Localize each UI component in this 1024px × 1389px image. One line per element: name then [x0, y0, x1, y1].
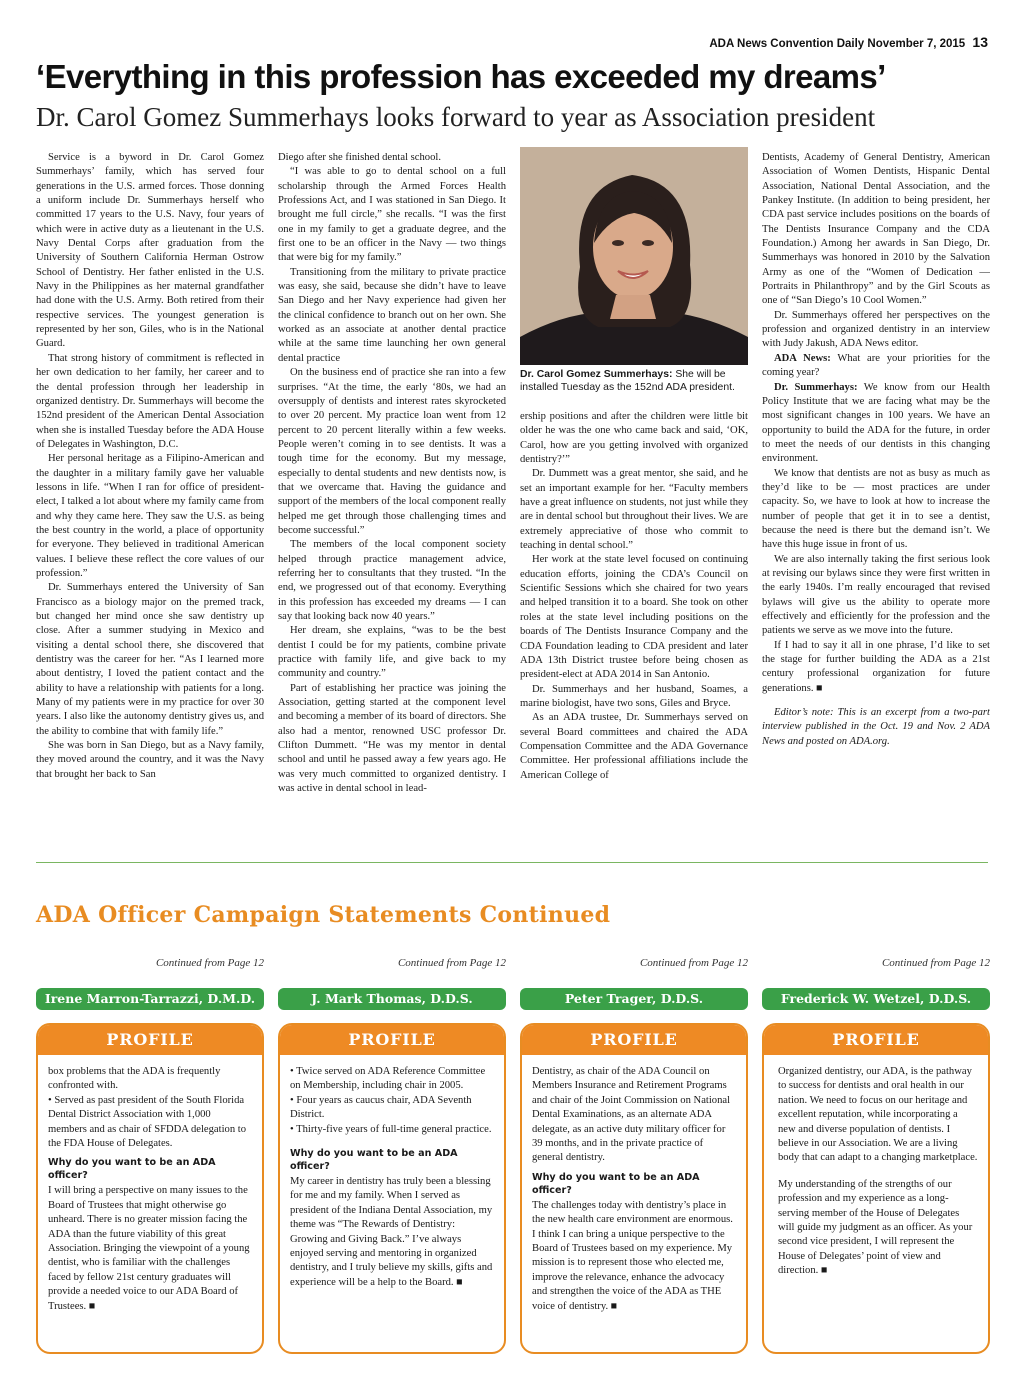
paragraph: Dr. Summerhays entered the University of San Francisco as a biology major on the premed track, but changed her mind once she saw dentistry up close. After a summer studying in Mexico and visiting a dental school there, she discovered that dentistry was the career for her. “As I learned more about dentistry, I loved the patient contact and the ability to have a relationship with patients for a long. Many of my patients were in my practice for over 30 years. I also like the autonomy dentistry gives us, and the ability to combine that with family life.” [36, 582, 264, 737]
profile-text: Dentistry, as chair of the ADA Council on Members Insurance and Retirement Programs and chair of the Joint Commission on National Dental Examinations, as an alternate ADA delegate, as an active duty military officer for 39 months, and in the private practice of general dentistry. [532, 1066, 731, 1164]
interview-answer [762, 381, 990, 467]
paragraph: Dr. Summerhays offered her perspectives on the profession and organized dentistry in an interview with Judy Jakush, ADA News editor. [762, 309, 990, 350]
portrait-photo [520, 147, 748, 365]
paragraph: That strong history of commitment is reflected in her own dedication to her family, her career and to the dental profession through her leadership in organized dentistry. Dr. Summerhays will become the 152nd president of the American Dental Association when she is installed Tuesday before the ADA House of Delegates in Washington, D.C. [36, 352, 264, 450]
candidate-name-bar: Peter Trager, D.D.S. [520, 988, 748, 1010]
paragraph: Dentists, Academy of General Dentistry, American Association of Women Dentists, Hispanic Dental Association, National Dental Association, and the Pankey Institute. (In addition to being president, her CDA past service includes positions on the boards of The Dentists Insurance Company and the CDA Foundation.) Among her awards in San Diego, Dr. Summerhays was honored in 2010 by the Salvation Army as one of the “Women of Dedication — Portraits in Philanthropy” and by the Girl Scouts as one of “San Diego’s 10 Cool Women.” [762, 152, 990, 307]
profile-answer: I will bring a perspective on many issues to the Board of Trustees that might otherwise go unheard. There is no greater mission facing the ADA than the future viability of this great Association. Bringing the viewpoint of a young dentist, who is familiar with the challenges faced by fellow 21st century graduates will provide a needed voice to our ADA Board of Trustees. ■ [48, 1185, 250, 1312]
page-number: 13 [972, 34, 988, 50]
profile-question: Why do you want to be an ADA officer? [532, 1171, 700, 1196]
paragraph: The members of the local component society helped through practice management advice, referring her to consultants that they trusted. “In the end, we progressed out of that economy. Everything in this profession has exceeded my dreams — I can say that looking back now 40 years.” [278, 539, 506, 622]
profile-answer: The challenges today with dentistry’s place in the new health care environment are enormous. I think I can bring a unique perspective to the Board of Trustees based on my experience. My mission is to represent those who elected me, improve the relevance, enhance the advocacy and strengthen the voice of the ADA as THE voice of dentistry. ■ [532, 1199, 733, 1312]
photo-caption [520, 368, 748, 394]
article-subhead: Dr. Carol Gomez Summerhays looks forward to year as Association president [36, 102, 876, 132]
publication-line: ADA News Convention Daily November 7, 2015 [709, 38, 966, 50]
continued-note: Continued from Page 12 [639, 957, 748, 969]
candidate-profile-box [520, 1023, 748, 1354]
question-label: ADA News: [774, 352, 831, 364]
profile-heading: PROFILE [764, 1025, 988, 1055]
paragraph: ership positions and after the children were little bit older he was the one who came back and said, ‘OK, Carol, how are you getting involved with organized dentistry?’” [520, 411, 748, 466]
article-column-1 [36, 151, 264, 841]
paragraph: As an ADA trustee, Dr. Summerhays served on several Board committees and chaired the ADA Compensation Committee and the ADA Governance Committee. Her professional affiliations include the American College of [520, 712, 748, 781]
continued-note: Continued from Page 12 [155, 957, 264, 969]
article-column-3 [520, 410, 748, 840]
paragraph: We know that dentists are not as busy as much as they’d like to be — most practices are under capacity. So, we have to look at how to increase the number of people that get it in to see a dentist, because the need is there but the demand isn’t. We have this huge issue in front of us. [762, 467, 990, 551]
candidate-profile-box [36, 1023, 264, 1354]
article-column-4 [762, 151, 990, 841]
question-text: What are your priorities for the coming year? [762, 352, 990, 379]
profile-heading: PROFILE [522, 1025, 746, 1055]
running-header [709, 34, 988, 50]
profile-body [280, 1055, 504, 1296]
profile-heading: PROFILE [38, 1025, 262, 1055]
candidate-name-bar: Frederick W. Wetzel, D.D.S. [762, 988, 990, 1010]
caption-text: She will be installed Tuesday as the 152nd ADA president. [520, 369, 735, 393]
candidate-profile-box [762, 1023, 990, 1354]
candidate-name-bar: J. Mark Thomas, D.D.S. [278, 988, 506, 1010]
paragraph: Part of establishing her practice was joining the Association, getting started at the component level and becoming a member of its board of directors. She also had a mentor, renowned USC professor Dr. Clifton Dummett. “He was my mentor in dental school and until he passed away a few years ago. He was very much committed to organized dentistry. I was active in dental school in lead- [278, 682, 506, 795]
paragraph: Dr. Dummett was a great mentor, she said, and he set an important example for her. “Faculty members have a great influence on students, not just while they are in dental school but throughout their lives. We are extremely appreciative of those who commit to teaching in dental school.” [520, 468, 748, 552]
candidate-name-bar: Irene Marron-Tarrazzi, D.M.D. [36, 988, 264, 1010]
profile-body [764, 1055, 988, 1285]
paragraph: “I was able to go to dental school on a full scholarship through the Armed Forces Health Professions Act, and I was stationed in San Diego. It brought me full circle,” she recalls. “I was the first one in my family to get a graduate degree, and the first one to be an officer in the Navy — two things that were big for my family.” [278, 166, 506, 264]
interview-question [762, 352, 990, 381]
editors-note: Editor’s note: This is an excerpt from a two-part interview published in the Oct. 19 and Nov. 2 ADA News and posted on ADA.org. [762, 707, 990, 747]
continued-note: Continued from Page 12 [881, 957, 990, 969]
profile-bullets: • Four years as caucus chair, ADA Seventh District. • Thirty-five years of full-time general practice. [290, 1094, 492, 1135]
section-divider [36, 862, 988, 863]
caption-name: Dr. Carol Gomez Summerhays: [520, 369, 673, 380]
campaign-section-title: ADA Officer Campaign Statements Continued [36, 902, 611, 928]
article-headline: ‘Everything in this profession has exceeded my dreams’ [36, 58, 886, 95]
continued-note: Continued from Page 12 [397, 957, 506, 969]
paragraph: Her work at the state level focused on continuing education efforts, joining the CDA’s Council on Scientific Sessions which she chaired for two years and helped transition it to a board. She took on other roles at the state level including positions on the boards of The Dentists Insurance Company and the CDA Foundation leading to CDA president and later ADA 13th District trustee before being chosen as president-elect at ADA 2014 in San Antonio. [520, 554, 748, 681]
paragraph: Her personal heritage as a Filipino-American and the daughter in a military family gave her valuable lessons in life. “When I ran for office of president-elect, I talked a lot about where my family came from and why they came here. They saw the U.S. as being the best country in the world, a place of opportunity for everyone. They believed in traditional American values. I believe these reflect the core values of our profession.” [36, 453, 264, 579]
profile-bullets: • Served as past president of the South Florida Dental District Association with 1,000 members and as chair of SFDDA delegation to the FDA House of Delegates. [48, 1094, 247, 1150]
paragraph: She was born in San Diego, but as a Navy family, they moved around the country, and it was the Navy that brought her back to San [36, 740, 264, 780]
profile-text: Organized dentistry, our ADA, is the pathway to success for dentists and oral health in our nation. We need to focus on our heritage and excellent reputation, while incorporating a new and diverse population of dentists. I believe in our Association. We are a living body that can adapt to a changing marketplace. [778, 1066, 978, 1164]
profile-question: Why do you want to be an ADA officer? [48, 1157, 216, 1182]
paragraph: Diego after she finished dental school. [278, 152, 441, 163]
paragraph: Dr. Summerhays and her husband, Soames, a marine biologist, have two sons, Giles and Bryce. [520, 683, 748, 709]
profile-heading: PROFILE [280, 1025, 504, 1055]
paragraph: Service is a byword in Dr. Carol Gomez Summerhays’ family, which has served four generations in the U.S. armed forces. Those donning a uniform include Dr. Summerhays herself who committed 17 years to the U.S. Navy, four years of which were in active duty as a lieutenant in the U.S. Navy Dental Corps after graduation from the University of Southern California Herman Ostrow School of Dentistry. Her father enlisted in the U.S. Navy in the Philippines as her maternal grandfather had done with the U.S. Army. Both retired from their respective services. The youngest generation is represented by her son, Giles, who is in the National Guard. [36, 152, 264, 350]
candidate-profile-box [278, 1023, 506, 1354]
profile-body [522, 1055, 746, 1320]
answer-label: Dr. Summerhays: [774, 381, 858, 393]
answer-text: We know from our Health Policy Institute that we are facing what may be the most significant changes in 100 years. We have an opportunity to build the ADA for the future, in order to meet the needs of our dentists in this changing environment. [762, 381, 990, 465]
profile-text: box problems that the ADA is frequently confronted with. [48, 1066, 221, 1092]
profile-question: Why do you want to be an ADA officer? [290, 1148, 458, 1173]
profile-text: My understanding of the strengths of our profession and my experience as a long-serving member of the House of Delegates will guide my judgment as an officer. As your second vice president, I will represent the House of Delegates’ point of view and direction. ■ [778, 1178, 973, 1277]
paragraph: If I had to say it all in one phrase, I’d like to set the stage for further building the ADA as a 21st century professional organization for future generations. ■ [762, 639, 990, 694]
profile-answer: My career in dentistry has truly been a blessing for me and my family. When I served as president of the Indiana Dental Association, my theme was “The Rewards of Dentistry: Growing and Giving Back.” I’ve always enjoyed serving and mentoring in organized dentistry, and I truly believe my skills, gifts and experience will be a help to the Board. ■ [290, 1176, 493, 1288]
article-column-2 [278, 151, 506, 841]
paragraph: Her dream, she explains, “was to be the best dentist I could be for my patients, combine private practice with family life, and give back to my community and country.” [278, 625, 506, 680]
paragraph: Transitioning from the military to private practice was easy, she said, because she didn’t have to leave San Diego and her Navy experience had given her the clinical confidence to branch out on her own. She worked as an associate at another dental practice while at the same time launching her own general dental practice [278, 266, 506, 364]
paragraph: We are also internally taking the first serious look at revising our bylaws since they were first written in the early 1940s. I’m really encouraged that revised bylaws will give us the ability to operate more effectively and efficiently for the profession and the patients we serve as we move into the future. [762, 553, 990, 637]
profile-text: • Twice served on ADA Reference Committee on Membership, including chair in 2005. [290, 1066, 486, 1092]
profile-body [38, 1055, 262, 1320]
paragraph: On the business end of practice she ran into a few surprises. “At the time, the early ‘80s, we had an oversupply of dentists and interest rates skyrocketed to over 20 percent. My practice loan went from 12 percent to 20 percent literally within a few weeks. People weren’t coming in to see dentists. It was a tough time for the economy. But my message, especially to dental students and new dentists now, is that we overcame that. Having the guidance and support of the members of the local component really helped me get through those challenging times and become successful.” [278, 367, 506, 536]
